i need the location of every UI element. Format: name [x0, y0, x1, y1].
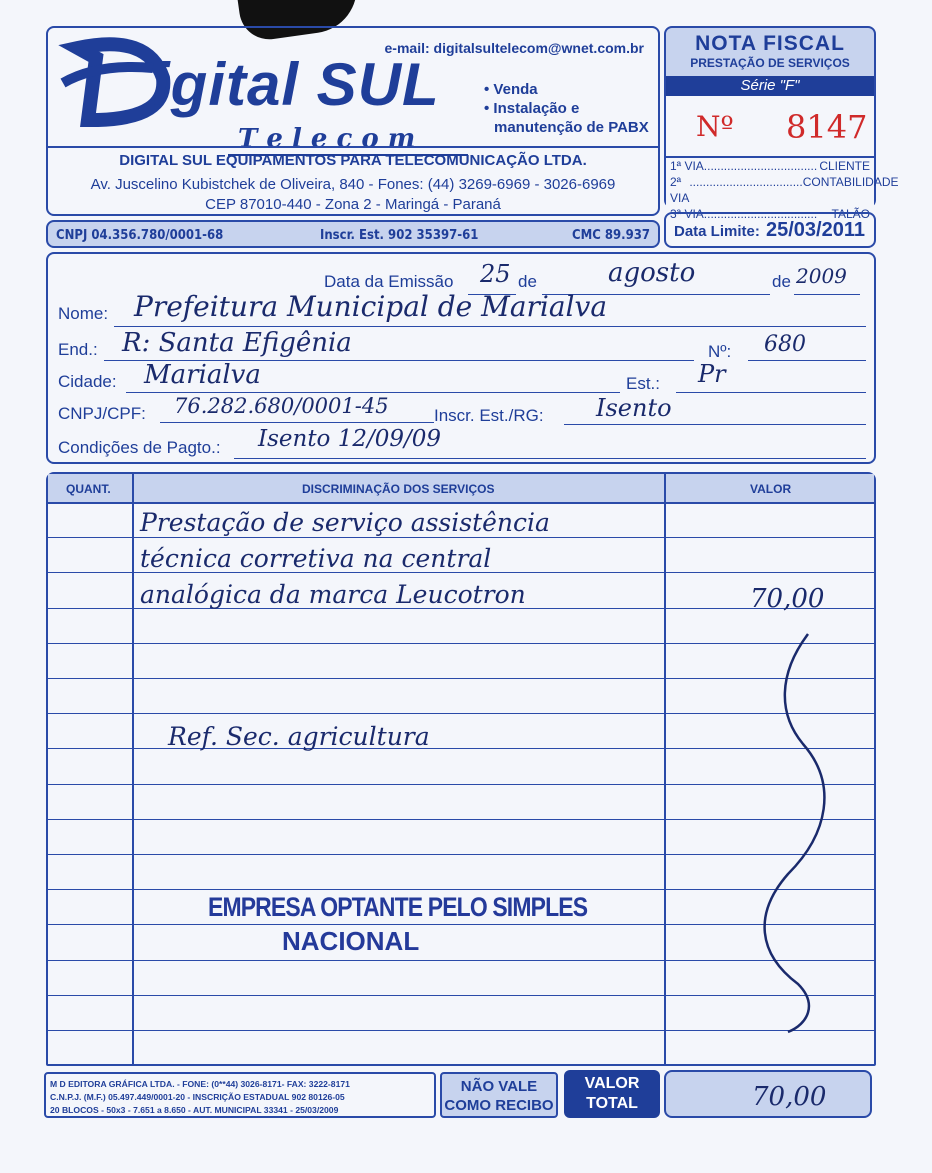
nome-line [114, 326, 866, 327]
stamp-nacional: NACIONAL [282, 926, 420, 956]
col-disc-header: DISCRIMINAÇÃO DOS SERVIÇOS [302, 482, 495, 496]
via-1: 1ª VIA .................................. CLIENTE [670, 159, 870, 173]
email: e-mail: digitalsultelecom@wnet.com.br [384, 40, 644, 56]
nota-no-label: Nº [696, 110, 734, 143]
nota-serie: Série "F" [666, 76, 874, 96]
nota-number: 8147 [786, 108, 868, 146]
stamp-simples: EMPRESA OPTANTE PELO SIMPLES [208, 892, 588, 922]
cond-value: Isento 12/09/09 [258, 426, 442, 452]
emissao-day: 25 [480, 260, 511, 288]
nota-subtitle: PRESTAÇÃO DE SERVIÇOS [690, 56, 850, 70]
emissao-de-1: de [518, 272, 537, 291]
cnpj-label: CNPJ/CPF: [58, 404, 146, 423]
service-reference: Ref. Sec. agricultura [168, 722, 430, 751]
col-valor-header: VALOR [750, 482, 792, 496]
valor-total-line-2: TOTAL [586, 1095, 638, 1112]
logo-sub-text: T e l e c o m [238, 124, 416, 154]
printer-line-3: 20 BLOCOS - 50x3 - 7.651 a 8.650 - AUT. MUNICIPAL 33341 - 25/03/2009 [50, 1105, 339, 1115]
inscr-value: Isento [596, 394, 672, 422]
num-label: Nº: [708, 342, 732, 361]
nao-vale-box [440, 1072, 558, 1118]
nome-label: Nome: [58, 304, 109, 323]
service-line-1: Prestação de serviço assistência [140, 508, 550, 537]
nota-title: NOTA FISCAL [695, 32, 845, 55]
service-line-value: 70,00 [750, 584, 825, 614]
company-cep: CEP 87010-440 - Zona 2 - Maringá - Paraná [205, 196, 501, 213]
printer-line-2: C.N.P.J. (M.F.) 05.497.449/0001-20 - INSCRIÇÃO ESTADUAL 902 80126-05 [50, 1092, 345, 1102]
company-address: Av. Juscelino Kubistchek de Oliveira, 840 - Fones: (44) 3269-6969 - 3026-6969 [90, 176, 616, 193]
nota-fiscal-box [664, 26, 899, 221]
cnpj-company: CNPJ 04.356.780/0001-68 [56, 228, 224, 243]
est-label: Est.: [626, 374, 661, 393]
inscr-company: Inscr. Est. 902 35397-61 [320, 228, 479, 243]
cancel-squiggle [748, 634, 858, 1034]
nao-vale-line-1: NÃO VALE [460, 1078, 538, 1095]
emissao-year-line [794, 294, 860, 295]
emissao-de-2: de [772, 272, 791, 291]
inscr-label: Inscr. Est./RG: [434, 406, 544, 425]
table-row-line [48, 537, 874, 538]
valor-total-value: 70,00 [752, 1082, 827, 1112]
company-header [46, 26, 660, 216]
printer-line-1: M D EDITORA GRÁFICA LTDA. - FONE: (0**44) 3026-8171- FAX: 3222-8171 [50, 1079, 350, 1089]
table-header [48, 474, 874, 504]
num-value: 680 [764, 332, 806, 357]
service-line-2: técnica corretiva na central [140, 544, 492, 573]
col-divider-1 [132, 474, 134, 1064]
nao-vale-line-2: COMO RECIBO [444, 1097, 554, 1114]
table-row-line [48, 1065, 874, 1066]
client-box [46, 252, 876, 464]
service-instalacao: • Instalação e [484, 100, 580, 117]
logo-main-text: igital SUL [153, 51, 440, 118]
emissao-label: Data da Emissão [324, 272, 454, 291]
via-3: 3ª VIA .................................. TALÃO [670, 207, 870, 221]
valor-total-label [564, 1070, 660, 1118]
cidade-label: Cidade: [58, 372, 117, 391]
company-name: DIGITAL SUL EQUIPAMENTOS PARA TELECOMUNICAÇÃO LTDA. [119, 152, 587, 169]
est-value: Pr [698, 360, 726, 388]
header-divider [48, 146, 658, 148]
cmc-company: CMC 89.937 [571, 228, 650, 243]
emissao-year: 2009 [796, 264, 847, 288]
valor-total-box [664, 1070, 872, 1118]
registration-bar [46, 220, 660, 248]
data-limite-value: 25/03/2011 [766, 219, 865, 241]
cond-line [234, 458, 866, 459]
end-label: End.: [58, 340, 98, 359]
col-divider-2 [664, 474, 666, 1064]
cnpj-value: 76.282.680/0001-45 [174, 394, 389, 418]
services-table [46, 472, 876, 1066]
service-venda: • Venda [484, 81, 538, 98]
cidade-value: Marialva [144, 360, 261, 390]
via-2: 2ª VIA .................................. CONTABILIDADE [670, 175, 899, 205]
printer-info [44, 1072, 436, 1118]
end-value: R: Santa Efigênia [122, 328, 352, 358]
emissao-month: agosto [608, 258, 696, 288]
data-limite-box [664, 212, 876, 248]
est-line [676, 392, 866, 393]
inscr-line [564, 424, 866, 425]
cidade-line [126, 392, 620, 393]
nota-number-area [666, 96, 874, 156]
services-list [484, 80, 649, 137]
valor-total-line-1: VALOR [584, 1075, 640, 1092]
service-manutencao: manutenção de PABX [494, 119, 649, 136]
nome-value: Prefeitura Municipal de Marialva [134, 290, 608, 323]
service-line-3: analógica da marca Leucotron [140, 580, 526, 609]
data-limite-label: Data Limite: [674, 223, 760, 240]
col-quant-header: QUANT. [66, 482, 111, 496]
cnpj-line [160, 422, 434, 423]
cond-label: Condições de Pagto.: [58, 438, 221, 457]
num-line [748, 360, 866, 361]
